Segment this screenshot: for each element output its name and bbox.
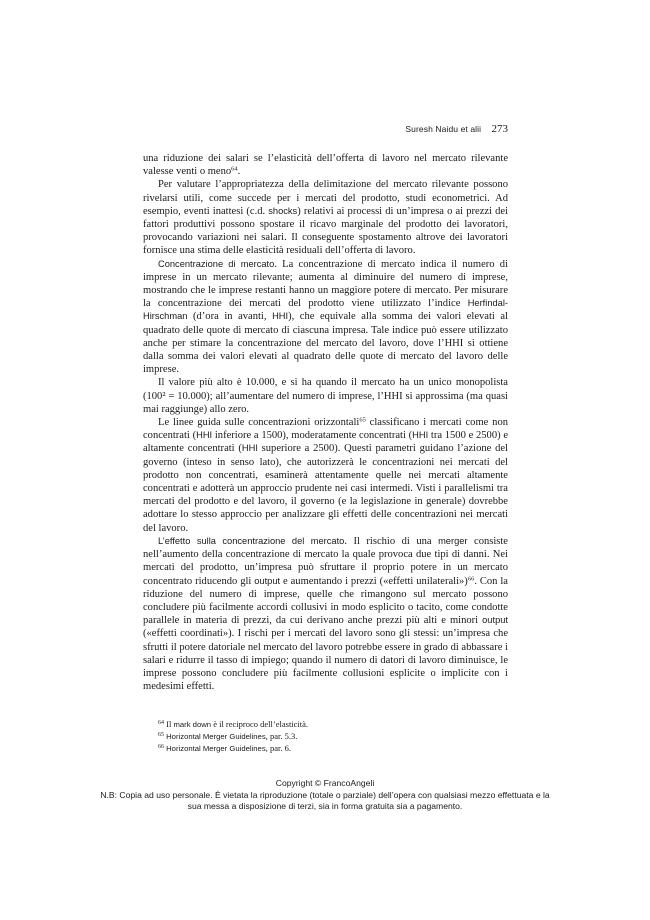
footnote-66: $^{66}$ Horizontal Merger Guidelines, par. 6. [158,742,291,753]
term-output: output [254,575,281,586]
section-heading-effetto: L’effetto sulla concentrazione del mercato [158,535,345,546]
paragraph-3: Concentrazione di mercato. La concentrazione di mercato indica il numero di imprese in un mercato rilevante; aumenta al diminuire del numero di imprese, mostrando che le imprese restanti hanno un maggiore potere di mercato. Per misurare la concentrazione dei mercati del prodotto viene utilizzato l’indice Herfindal-Hirschman (d’ora in avanti, HHI), che equivale alla somma dei valori elevati al quadrato delle quote di mercato di ciascuna impresa. Tale indice può essere utilizzato anche per stimare la concentrazione del mercato del lavoro, dove l’HHI si ottiene dalla somma dei valori elevati al quadrato delle quote di mercato del lavoro delle imprese. [143,258,509,376]
running-header [140,123,508,139]
term-herfindal: Herfindal-Hirschman [143,298,508,322]
term-merger: merger [438,535,468,546]
footnote-ref-66[interactable]: 66 [467,575,475,582]
paragraph-5: Le linee guida sulle concentrazioni orizzontali$^{65}$ classificano i mercati come non concentrati (HHI inferiore a 1500), moderatamente concentrati (HHI tra 1500 e 2500) e altamente concentrati (HHI superiore a 2500). Questi parametri guidano l’azione del governo (inteso in senso lato), che autorizzerà le concentrazioni nei mercati del prodotto non concentrati, esaminerà attentamente quelle nei mercati altamente concentrati e adotterà un approccio prudente nei casi intermedi. Visti i parallelismi tra mercati del prodotto e del lavoro, il governo (e la legislazione in generale) dovrebbe adottare lo stesso approccio per analizzare gli effetti delle concentrazioni nei mercati del lavoro. [143,416,509,534]
term-shocks: shocks [268,205,298,216]
footnote-ref-65[interactable]: 65 [359,416,366,424]
copyright-notice: N.B: Copia ad uso personale. È vietata la riproduzione (totale o parziale) dell’opera con qualsiasi mezzo effettuata e la sua messa a disposizione di terzi, sia in forma gratuita sia a pagamento. [100,789,550,812]
footnote-64: $^{64}$ Il mark down è il reciproco dell’elasticità. [158,719,309,729]
paragraph-6: L’effetto sulla concentrazione del mercato. Il rischio di una merger consiste nell’aumento della concentrazione di mercato la quale provoca due tipi di danni. Nei mercati del prodotto, un’impresa può sfruttare il proprio potere in un mercato concentrato riducendo gli output e aumentando i prezzi («effetti unilaterali»)$^{66}$. Con la riduzione del numero di imprese, quelle che rimangono sul mercato possono concludere più facilmente accordi collusivi in modo esplicito o tacito, come condotte parallele in materia di prezzi, da cui derivano anche prezzi più alti e minori output («effetti coordinati»). I rischi per i mercati del lavoro sono gli stessi: un’impresa che sfrutti il potere datoriale nel mercato del lavoro potrebbe essere in grado di abbassare i salari e ridurre il tasso di impiego; quando il numero di datori di lavoro diminuisce, le imprese possono concludere più facilmente collusioni esplicite o implicite con i medesimi effetti. [143,535,508,693]
footnote-ref-64[interactable]: 64 [231,165,238,173]
running-header-author: Suresh Naidu et alii [405,124,482,134]
paragraph-2: Per valutare l’appropriatezza della delimitazione del mercato rilevante possono rivelarsi utili, come succede per i mercati del prodotto, studi econometrici. Ad esempio, eventi inattesi (c.d. shocks) relativi ai processi di un’impresa o ai prezzi dei fattori produttivi possono spostare il ricavo marginale del prodotto dei lavoratori, provocando variazioni nei salari. Il conseguente spostamento altrove dei lavoratori fornisce una stima delle elasticità residuali dell’offerta di lavoro. [143,179,508,257]
footnote-65: $^{65}$ Horizontal Merger Guidelines, par. 5.3. [158,730,298,741]
page-number: 273 [491,123,508,135]
paragraph-4: Il valore più alto è 10.000, e si ha quando il mercato ha un unico monopolista (100² = 10.000); all’aumentare del numero di imprese, l’HHI si approssima (ma quasi mai raggiunge) allo zero. [143,377,508,415]
term-output-2: output [482,615,508,626]
copyright-footer [100,778,550,813]
term-hhi: HHI [272,311,289,322]
paragraph-1: una riduzione dei salari se l’elasticità dell’offerta di lavoro nel mercato rilevante valesse venti o meno$^{64}$. [143,153,508,178]
copyright-line: Copyright © FrancoAngeli [275,778,375,788]
section-heading-concentrazione: Concentrazione di mercato [158,258,275,269]
main-text [143,152,508,693]
footnotes [158,719,508,754]
